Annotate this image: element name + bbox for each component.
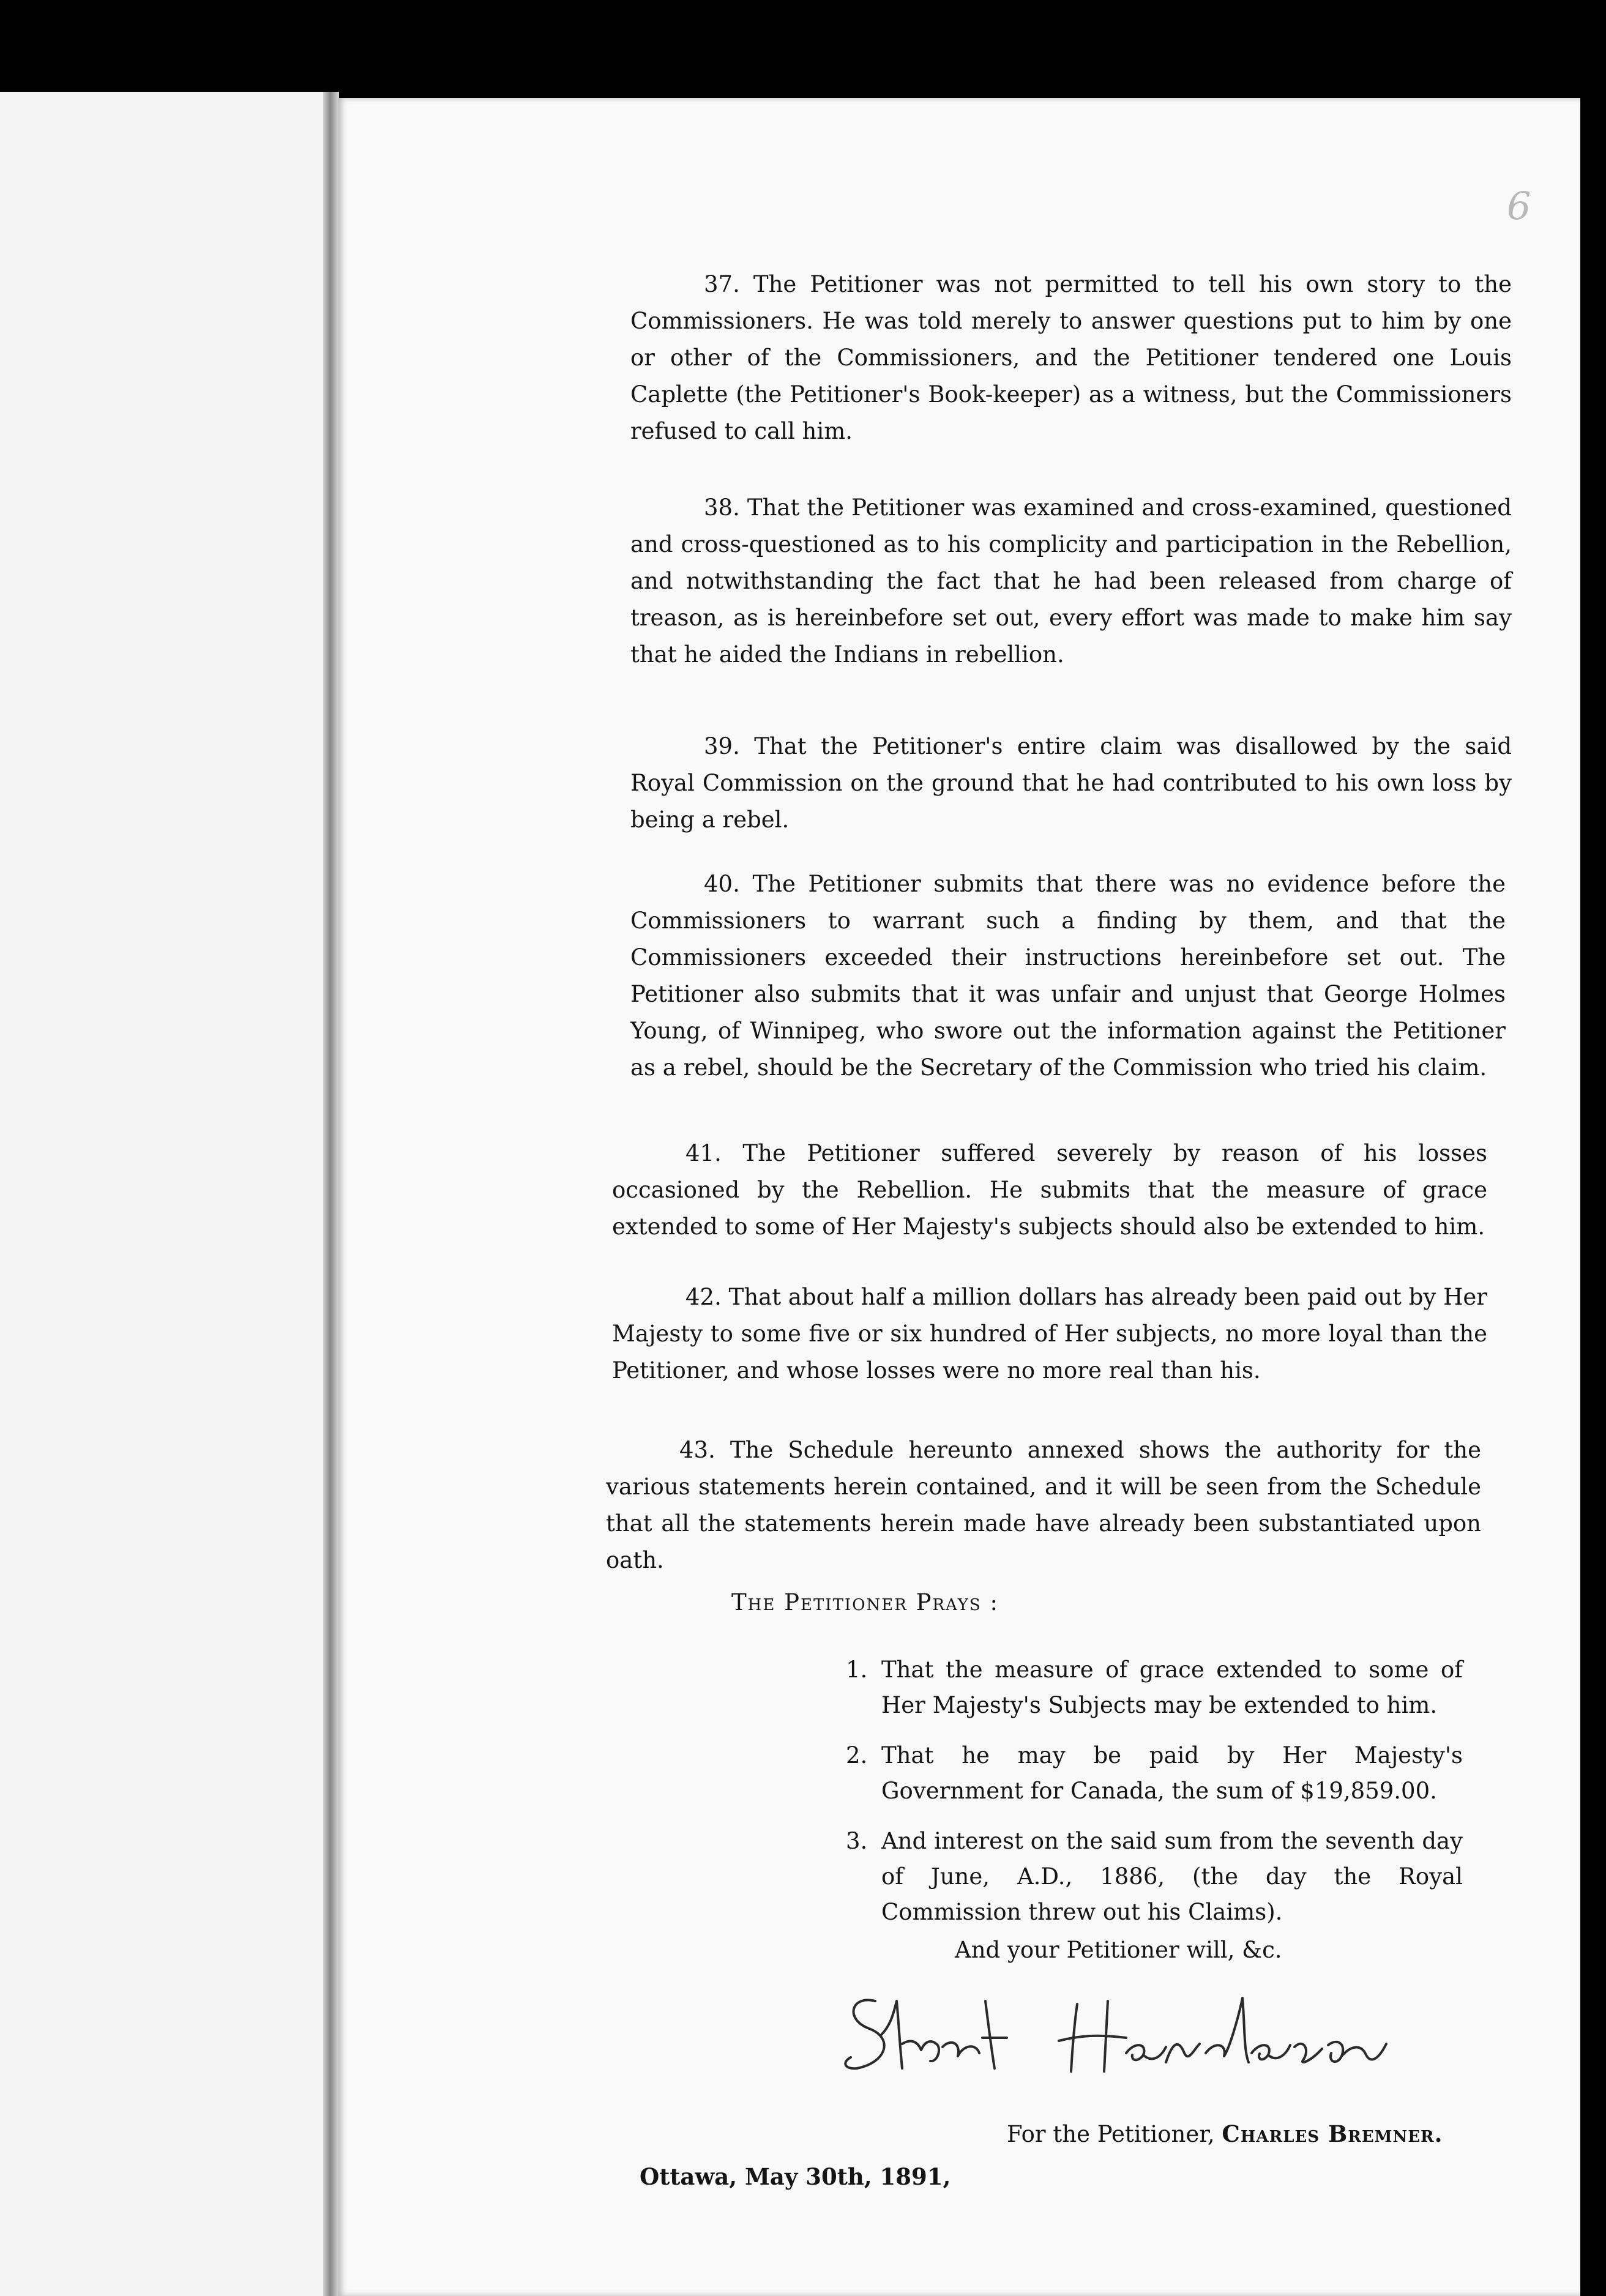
prayer-text: That the measure of grace extended to some of Her Majesty's Subjects may be extended to him.	[881, 1657, 1463, 1718]
closing-line: And your Petitioner will, &c.	[955, 1937, 1282, 1963]
book-spine	[323, 92, 339, 2296]
prays-heading: The Petitioner Prays :	[731, 1589, 999, 1616]
prayer-number: 1.	[846, 1657, 868, 1683]
prayer-item-1	[846, 1652, 1476, 1723]
prayer-number: 3.	[846, 1828, 868, 1854]
handwritten-signature	[838, 1977, 1402, 2081]
prayer-text: And interest on the said sum from the seventh day of June, A.D., 1886, (the day the Royal Commission threw out his Claims).	[881, 1828, 1463, 1925]
prayer-item-3	[846, 1824, 1476, 1930]
paragraph-41: 41. The Petitioner suffered severely by reason of his losses occasioned by the Rebellion. He submits that the measure of grace extended to some of Her Majesty's subjects should also be extended to him.	[612, 1140, 1487, 1240]
prayer-number: 2.	[846, 1742, 868, 1769]
page-number: 6	[1507, 184, 1531, 228]
petitioner-name: Charles Bremner.	[1222, 2120, 1443, 2147]
for-petitioner-prefix: For the Petitioner,	[1007, 2121, 1215, 2147]
prayer-text: That he may be paid by Her Majesty's Government for Canada, the sum of $19,859.00.	[881, 1742, 1463, 1804]
paragraph-42: 42. That about half a million dollars has already been paid out by Her Majesty to some five or six hundred of Her subjects, no more loyal than the Petitioner, and whose losses were no more real than his.	[612, 1284, 1487, 1384]
prayer-item-2	[846, 1738, 1476, 1809]
paragraph-37: 37. The Petitioner was not permitted to tell his own story to the Commissioners. He was told merely to answer questions put to him by one or other of the Commissioners, and the Petitioner tendered one Louis Caplette (the Petitioner's Book-keeper) as a witness, but the Commissioners refused to call him.	[630, 271, 1512, 444]
for-petitioner-line	[1007, 2120, 1443, 2147]
paragraph-43: 43. The Schedule hereunto annexed shows the authority for the various statements herein contained, and it will be seen from the Schedule that all the statements herein made have already been substantiated upon oath.	[606, 1437, 1481, 1573]
place-and-date: Ottawa, May 30th, 1891,	[640, 2163, 951, 2190]
paragraph-38: 38. That the Petitioner was examined and cross-examined, questioned and cross-questioned as to his complicity and participation in the Rebellion, and notwithstanding the fact that he had been released from charge of treason, as is hereinbefore set out, every effort was made to make him say that he aided the Indians in rebellion.	[630, 494, 1512, 668]
left-page-leaf	[0, 92, 324, 2296]
paragraph-40: 40. The Petitioner submits that there was no evidence before the Commissioners to warrant such a finding by them, and that the Commissioners exceeded their instructions hereinbefore set out. The Petitioner also submits that it was unfair and unjust that George Holmes Young, of Winnipeg, who swore out the information against the Petitioner as a rebel, should be the Secretary of the Commission who tried his claim.	[630, 871, 1506, 1081]
paragraph-39: 39. That the Petitioner's entire claim was disallowed by the said Royal Commission on the ground that he had contributed to his own loss by being a rebel.	[630, 733, 1512, 833]
